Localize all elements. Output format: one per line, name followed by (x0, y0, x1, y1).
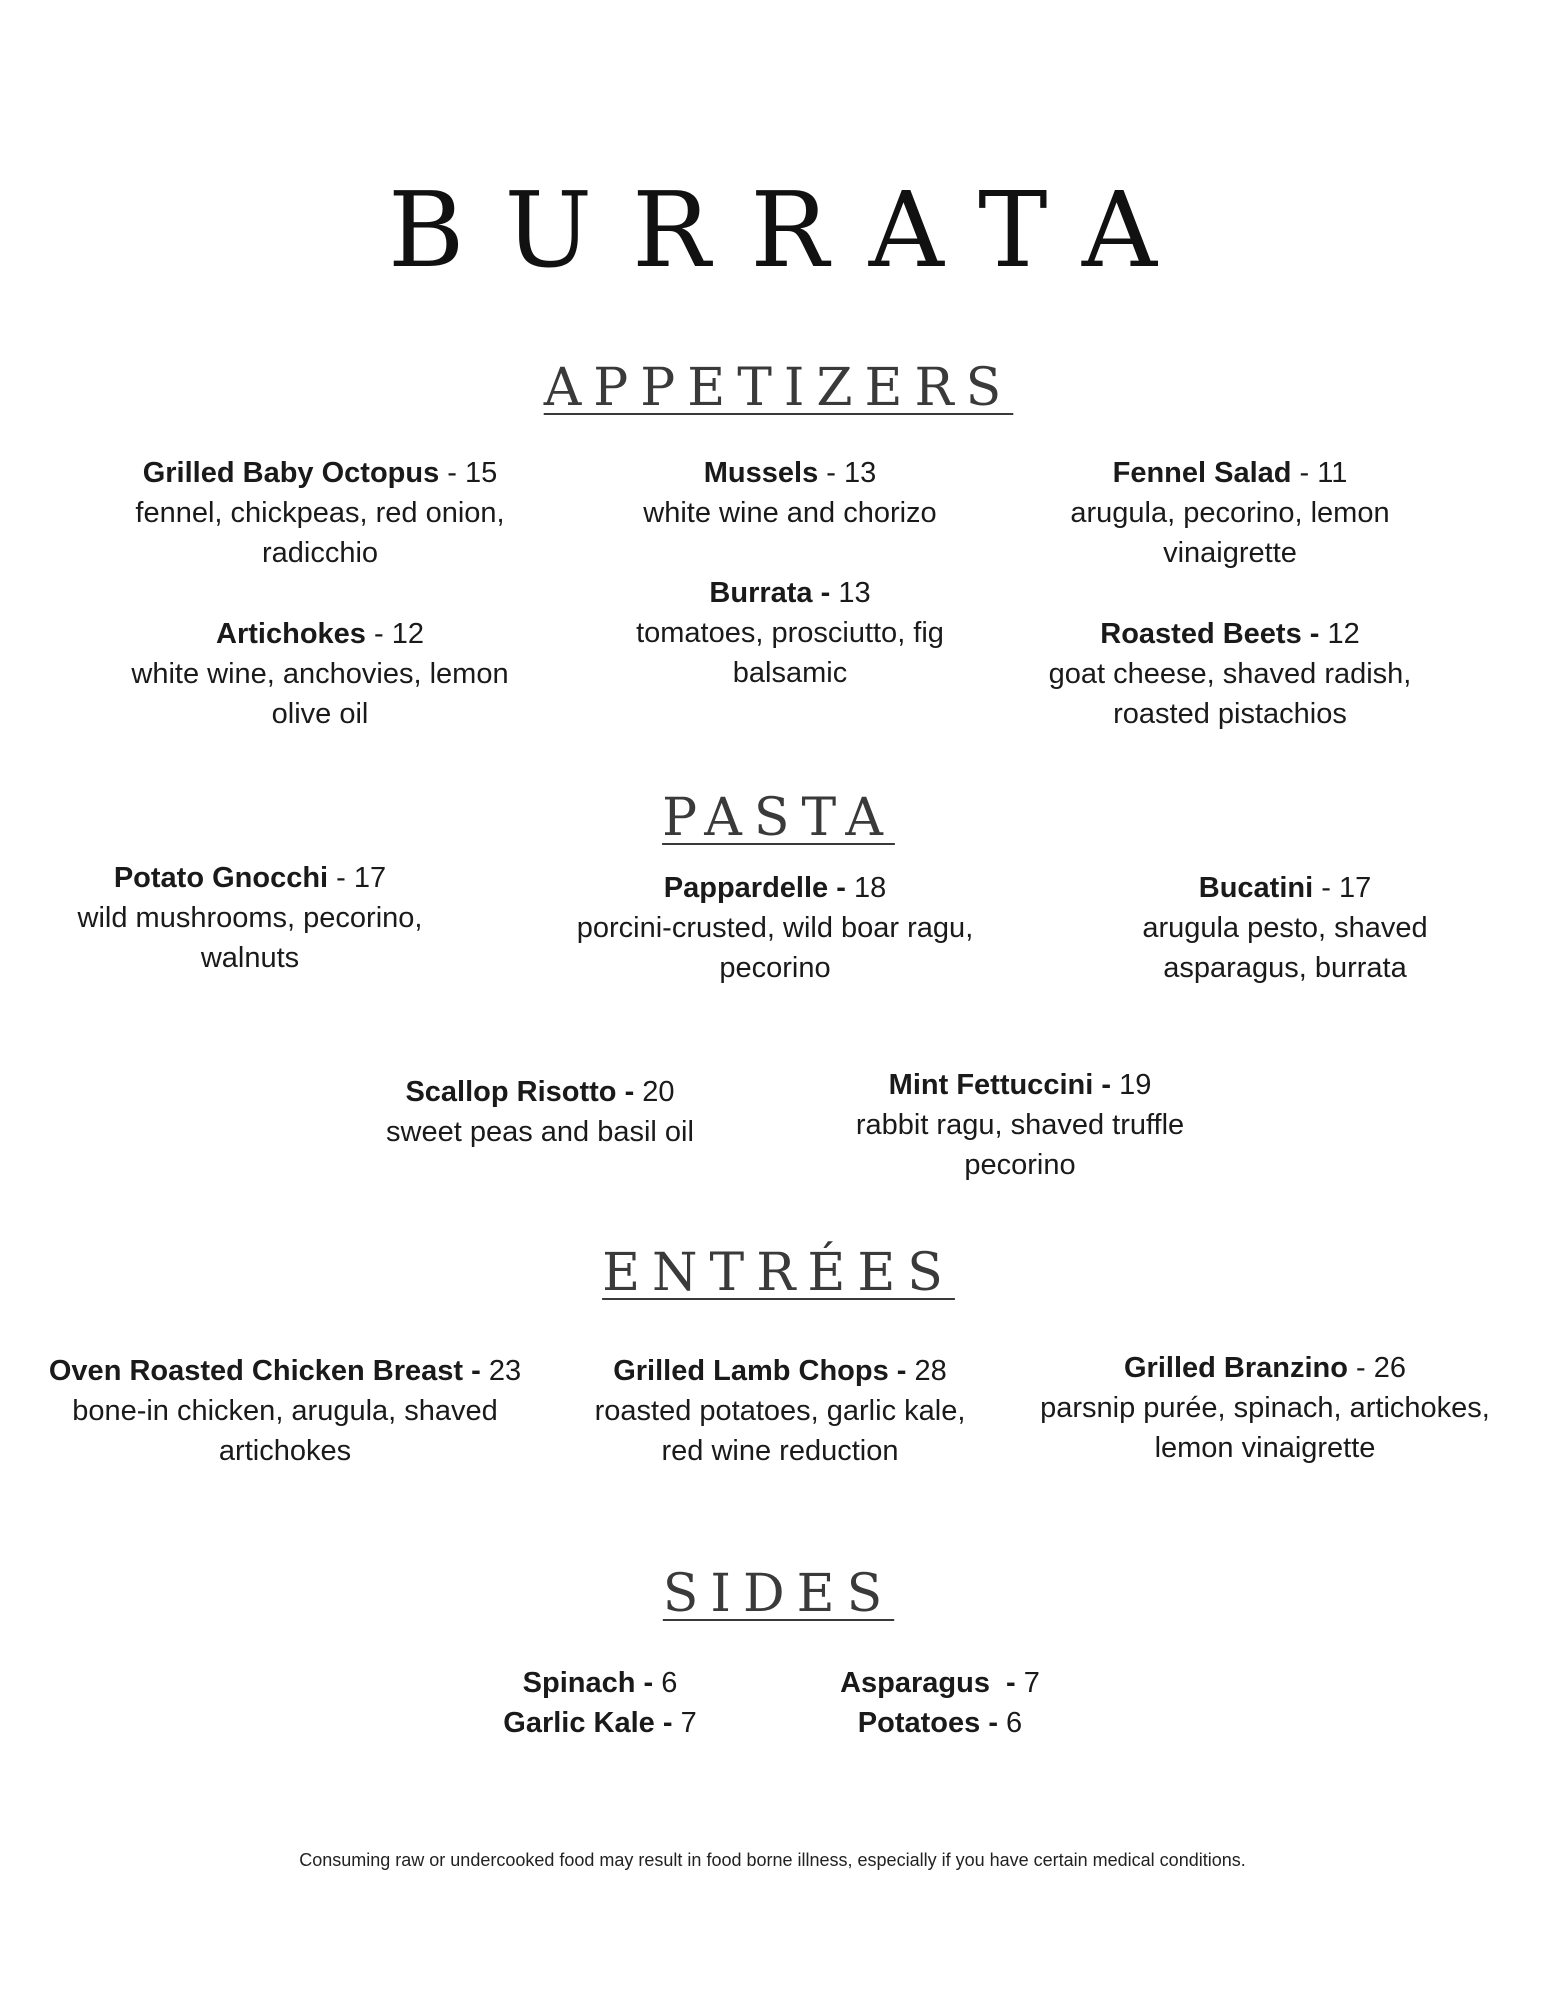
item-name: Grilled Lamb Chops - (613, 1355, 907, 1387)
item-description: goat cheese, shaved radish, roasted pistachios (1048, 658, 1412, 730)
item-separator: - (1291, 457, 1310, 489)
item-name: Potatoes - (857, 1707, 998, 1739)
item-name: Burrata - (709, 577, 831, 609)
item-name: Mussels (703, 457, 819, 489)
item-price: 20 (642, 1076, 675, 1108)
menu-item-grilled-lamb-chops (570, 1351, 990, 1471)
restaurant-title: BURRATA (388, 169, 1197, 291)
item-name: Grilled Baby Octopus (142, 457, 440, 489)
item-separator: - (818, 457, 836, 489)
item-name: Scallop Risotto - (405, 1076, 635, 1108)
item-description: porcini-crusted, wild boar ragu, pecorino (576, 912, 974, 984)
item-description: sweet peas and basil oil (386, 1116, 694, 1148)
menu-item-grilled-baby-octopus (90, 453, 550, 573)
item-separator: - (1347, 1352, 1366, 1384)
item-name: Grilled Branzino (1123, 1352, 1348, 1384)
item-price: 7 (680, 1707, 697, 1739)
item-price: 11 (1317, 457, 1348, 489)
menu-item-potato-gnocchi (50, 858, 450, 978)
item-description: white wine and chorizo (643, 497, 937, 529)
section-heading-appetizers: APPETIZERS (543, 358, 1014, 418)
item-separator: - (439, 457, 457, 489)
item-description: wild mushrooms, pecorino, walnuts (77, 902, 423, 974)
item-description: tomatoes, prosciutto, fig balsamic (636, 617, 944, 689)
item-price: 15 (465, 457, 498, 489)
menu-item-bucatini (1120, 868, 1450, 988)
item-price: 12 (391, 618, 424, 650)
item-description: bone-in chicken, arugula, shaved artichokes (72, 1395, 498, 1467)
item-name: Asparagus - (840, 1667, 1016, 1699)
menu-item-oven-roasted-chicken-breast (30, 1351, 540, 1471)
item-description: rabbit ragu, shaved truffle pecorino (855, 1109, 1185, 1181)
item-price: 13 (838, 577, 871, 609)
item-price: 6 (661, 1667, 678, 1699)
section-heading-pasta: PASTA (662, 788, 895, 848)
item-name: Mint Fettuccini - (888, 1069, 1111, 1101)
item-price: 26 (1373, 1352, 1407, 1384)
item-name: Pappardelle - (663, 872, 846, 904)
health-disclaimer: Consuming raw or undercooked food may result in food borne illness, especially if you have certain medical conditions. (299, 1850, 1246, 1870)
item-separator: - (1313, 872, 1331, 904)
menu-item-garlic-kale (480, 1703, 720, 1743)
item-price: 6 (1006, 1707, 1023, 1739)
item-name: Roasted Beets - (1100, 618, 1320, 650)
item-name: Artichokes (216, 618, 366, 650)
item-name: Oven Roasted Chicken Breast - (48, 1355, 481, 1387)
section-heading-sides: SIDES (662, 1564, 895, 1624)
item-name: Fennel Salad (1112, 457, 1292, 489)
item-price: 7 (1023, 1667, 1040, 1699)
item-name: Potato Gnocchi (113, 862, 329, 894)
item-name: Garlic Kale - (503, 1707, 673, 1739)
menu-item-grilled-branzino (1020, 1348, 1510, 1468)
item-price: 17 (1338, 872, 1372, 904)
section-heading-entrees: ENTRÉES (602, 1243, 955, 1303)
item-description: fennel, chickpeas, red onion, radicchio (135, 497, 505, 569)
menu-item-roasted-beets (1030, 614, 1430, 734)
menu-item-spinach (480, 1663, 720, 1703)
item-description: arugula, pecorino, lemon vinaigrette (1070, 497, 1390, 569)
menu-item-fennel-salad (1050, 453, 1410, 573)
menu-item-potatoes (820, 1703, 1060, 1743)
item-description: arugula pesto, shaved asparagus, burrata (1142, 912, 1428, 984)
menu-item-pappardelle (545, 868, 1005, 988)
item-price: 18 (853, 872, 887, 904)
item-name: Bucatini (1198, 872, 1314, 904)
item-separator: - (328, 862, 346, 894)
item-price: 23 (488, 1355, 522, 1387)
item-price: 19 (1119, 1069, 1152, 1101)
item-description: white wine, anchovies, lemon olive oil (131, 658, 509, 730)
menu-item-asparagus (820, 1663, 1060, 1703)
item-price: 13 (843, 457, 877, 489)
item-separator: - (365, 618, 384, 650)
item-name: Spinach - (522, 1667, 654, 1699)
menu-item-burrata (610, 573, 970, 693)
item-price: 28 (914, 1355, 947, 1387)
menu-item-artichokes (130, 614, 510, 734)
item-description: parsnip purée, spinach, artichokes, lemon vinaigrette (1040, 1392, 1490, 1464)
item-price: 17 (353, 862, 387, 894)
menu-item-mint-fettuccini (840, 1065, 1200, 1185)
menu-item-mussels (600, 453, 980, 533)
item-price: 12 (1327, 618, 1360, 650)
menu-item-scallop-risotto (360, 1072, 720, 1152)
item-description: roasted potatoes, garlic kale, red wine reduction (594, 1395, 966, 1467)
